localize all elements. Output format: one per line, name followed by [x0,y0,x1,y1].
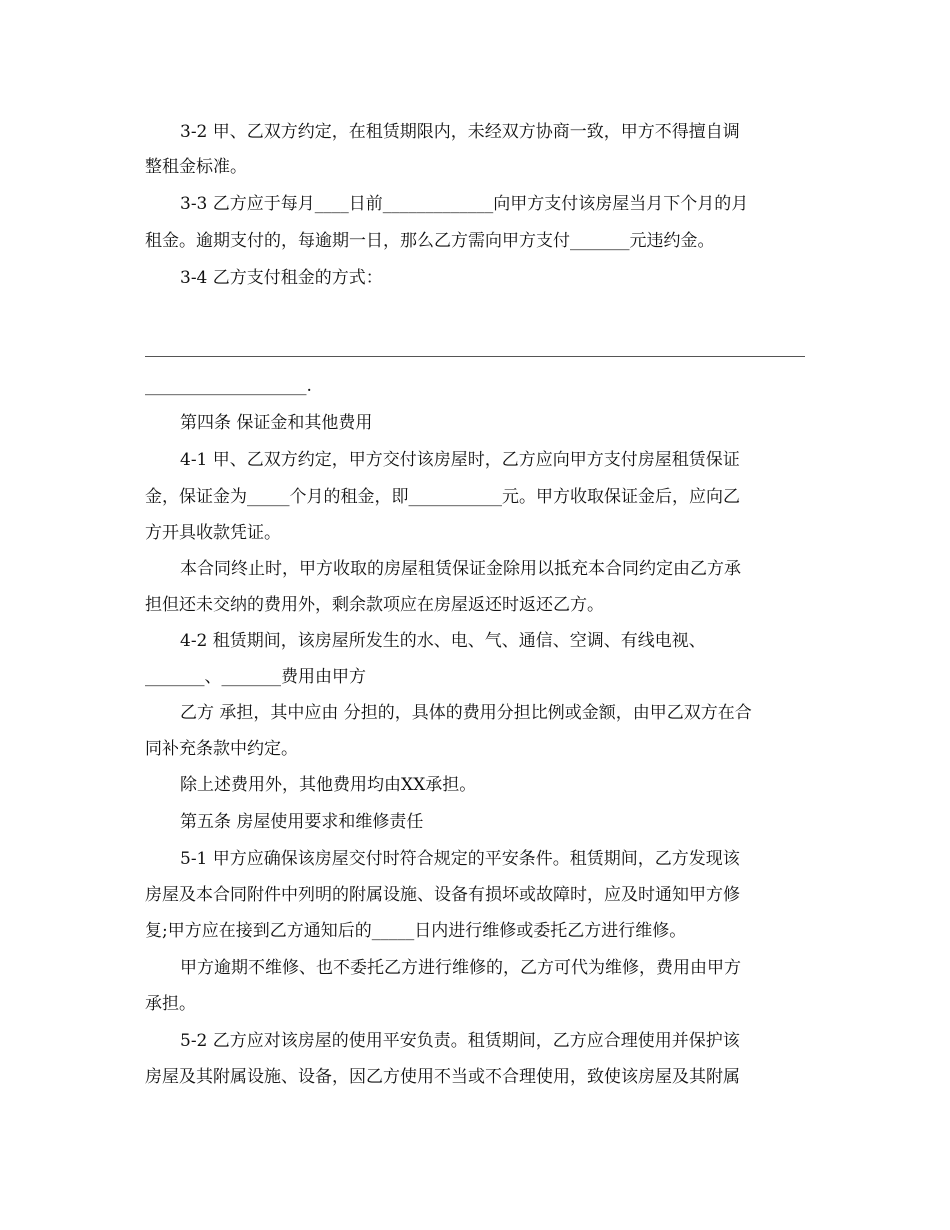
article-4-heading: 第四条 保证金和其他费用 [180,413,373,433]
overdue-repair-line-2: 承担。 [145,994,196,1014]
clause-5-2-line-1: 5-2 乙方应对该房屋的使用平安负责。租赁期间，乙方应合理使用并保护该 [180,1031,740,1051]
cost-sharing-line-2: 同补充条款中约定。 [145,739,298,759]
clause-5-1-line-2: 房屋及本合同附件中列明的附属设施、设备有损坏或故障时，应及时通知甲方修 [145,885,740,905]
clause-3-4-line-1: 3-4 乙方支付租金的方式： [180,268,383,288]
clause-4-2-line-1: 4-2 租赁期间，该房屋所发生的水、电、气、通信、空调、有线电视、 [180,631,706,651]
clause-5-1-line-3: 复;甲方应在接到乙方通知后的_____日内进行维修或委托乙方进行维修。 [145,921,687,941]
clause-3-4-blank-line: ___________________. [145,376,312,396]
blank-fill-rule [145,356,805,357]
clause-4-2-line-2: _______、_______费用由甲方 [145,667,366,687]
clause-5-1-line-1: 5-1 甲方应确保该房屋交付时符合规定的平安条件。租赁期间，乙方发现该 [180,849,740,869]
deposit-return-line-1: 本合同终止时，甲方收取的房屋租赁保证金除用以抵充本合同约定由乙方承 [180,559,741,579]
cost-sharing-line-1: 乙方 承担，其中应由 分担的，具体的费用分担比例或金额，由甲乙双方在合 [180,703,752,723]
clause-4-1-line-1: 4-1 甲、乙双方约定，甲方交付该房屋时，乙方应向甲方支付房屋租赁保证 [180,450,740,470]
deposit-return-line-2: 担但还未交纳的费用外，剩余款项应在房屋返还时返还乙方。 [145,595,604,615]
other-costs-line: 除上述费用外，其他费用均由XX承担。 [180,775,477,795]
clause-3-3-line-1: 3-3 乙方应于每月____日前_____________向甲方支付该房屋当月下个月的月 [180,194,749,214]
article-5-heading: 第五条 房屋使用要求和维修责任 [180,812,424,832]
clause-4-1-line-3: 方开具收款凭证。 [145,523,281,543]
clause-5-2-line-2: 房屋及其附属设施、设备，因乙方使用不当或不合理使用，致使该房屋及其附属 [145,1067,740,1087]
clause-3-3-line-2: 租金。逾期支付的，每逾期一日，那么乙方需向甲方支付_______元违约金。 [145,231,715,251]
clause-3-2-line-1: 3-2 甲、乙双方约定，在租赁期限内，未经双方协商一致，甲方不得擅自调 [180,122,740,142]
overdue-repair-line-1: 甲方逾期不维修、也不委托乙方进行维修的，乙方可代为维修，费用由甲方 [180,958,741,978]
clause-4-1-line-2: 金，保证金为_____个月的租金，即___________元。甲方收取保证金后，应向乙 [145,487,740,507]
clause-3-2-line-2: 整租金标准。 [145,157,247,177]
